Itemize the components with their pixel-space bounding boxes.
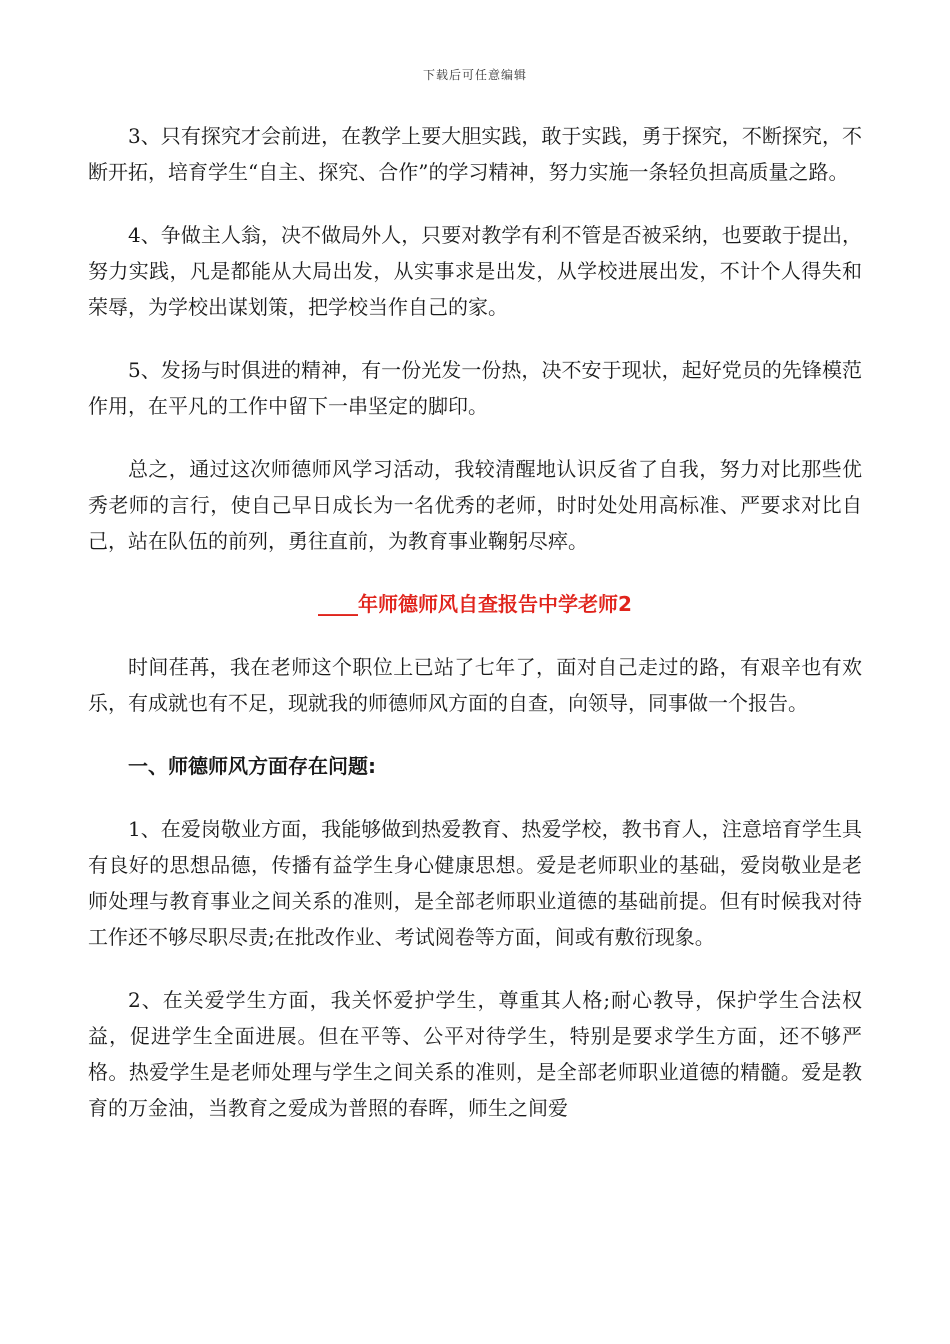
subheading-problems: 一、师德师风方面存在问题: bbox=[128, 754, 376, 778]
paragraph-item-2: 2、在关爱学生方面，我关怀爱护学生，尊重其人格;耐心教导，保护学生合法权益，促进学生全面进展。但在平等、公平对待学生，特别是要求学生方面，还不够严格。热爱学生是老师处理与学生之间关系的准则，是全部老师职业道德的精髓。爱是教育的万金油，当教育之爱成为普照的春晖，师生之间爱 bbox=[88, 988, 862, 1120]
document-body bbox=[88, 118, 862, 1153]
paragraph-5: 5、发扬与时俱进的精神，有一份光发一份热，决不安于现状，起好党员的先锋模范作用，在平凡的工作中留下一串坚定的脚印。 bbox=[88, 358, 862, 418]
paragraph-item-1: 1、在爱岗敬业方面，我能够做到热爱教育、热爱学校，教书育人，注意培育学生具有良好的思想品德，传播有益学生身心健康思想。爱是老师职业的基础，爱岗敬业是老师处理与教育事业之间关系的准则，是全部老师职业道德的基础前提。但有时候我对待工作还不够尽职尽责;在批改作业、考试阅卷等方面，间或有敷衍现象。 bbox=[88, 817, 862, 949]
header-note: 下载后可任意编辑 bbox=[422, 68, 527, 82]
paragraph-4: 4、争做主人翁，决不做局外人，只要对教学有利不管是否被采纳，也要敢于提出，努力实践，凡是都能从大局出发，从实事求是出发，从学校进展出发，不计个人得失和荣辱，为学校出谋划策，把学校当作自己的家。 bbox=[88, 223, 862, 319]
paragraph-3: 3、只有探究才会前进，在教学上要大胆实践，敢于实践，勇于探究，不断探究，不断开拓，培育学生“自主、探究、合作”的学习精神，努力实施一条轻负担高质量之路。 bbox=[88, 124, 862, 184]
paragraph-intro: 时间荏苒，我在老师这个职位上已站了七年了，面对自己走过的路，有艰辛也有欢乐，有成就也有不足，现就我的师德师风方面的自查，向领导，同事做一个报告。 bbox=[88, 655, 862, 715]
paragraph-summary: 总之，通过这次师德师风学习活动，我较清醒地认识反省了自我，努力对比那些优秀老师的言行，使自己早日成长为一名优秀的老师，时时处处用高标准、严要求对比自己，站在队伍的前列，勇往直前，为教育事业鞠躬尽瘁。 bbox=[88, 457, 862, 553]
section-title: ____年师德师风自查报告中学老师2 bbox=[318, 592, 632, 616]
